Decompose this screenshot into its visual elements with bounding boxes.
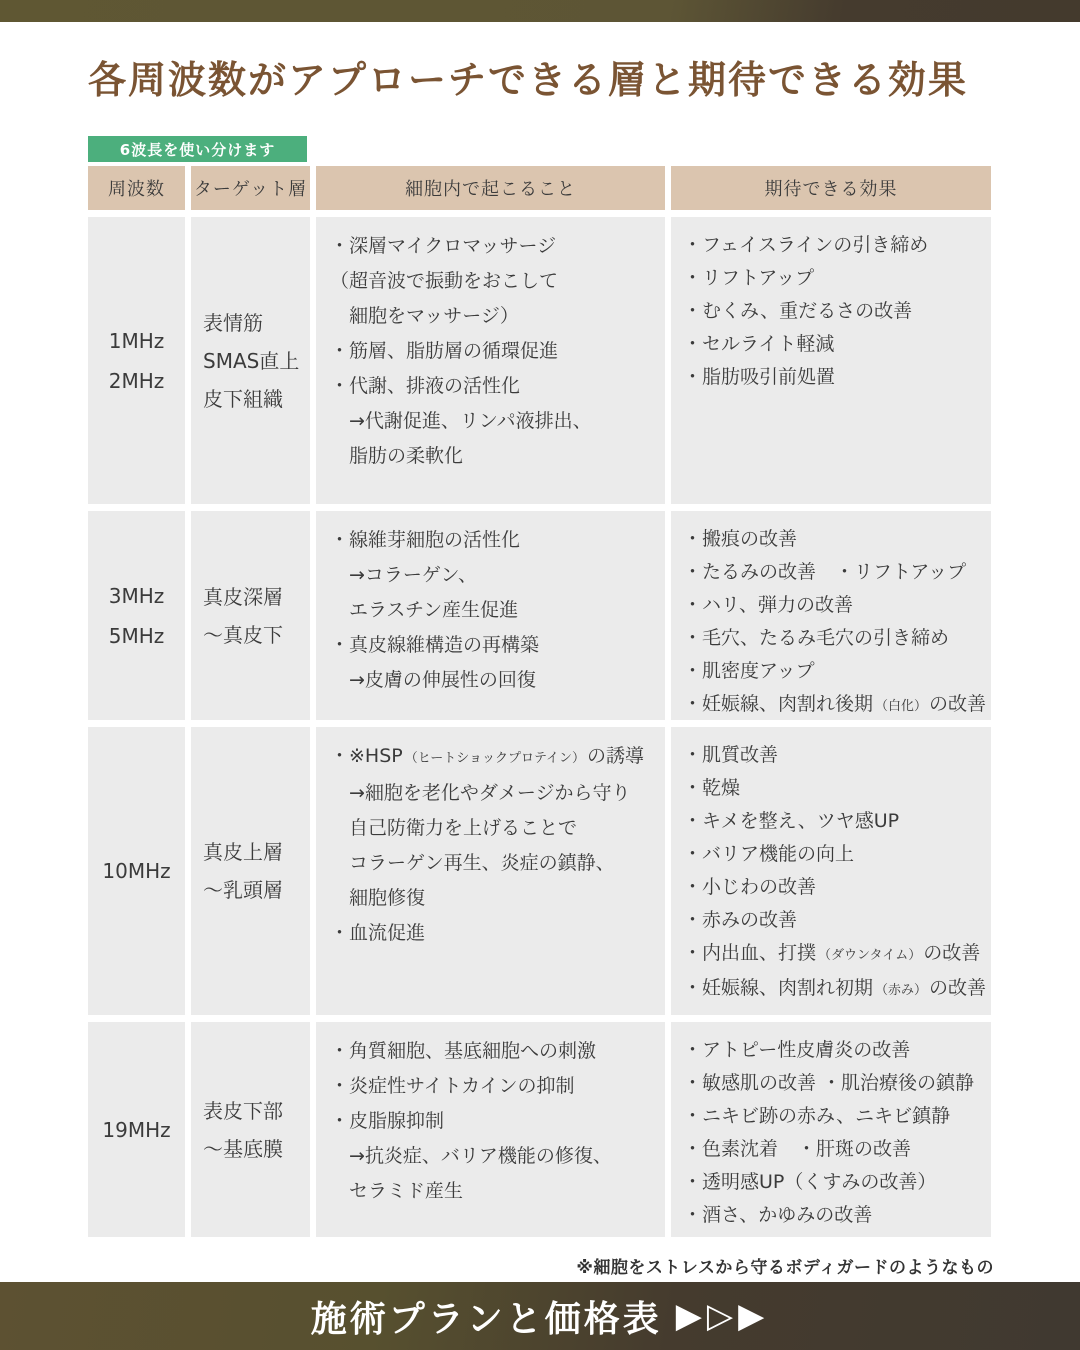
text-line: コラーゲン再生、炎症の鎮静、 (330, 852, 615, 874)
text-line: 〜乳頭層 (203, 878, 283, 902)
text-line: 3MHz (108, 583, 165, 608)
text-line: 表皮下部 (203, 1098, 283, 1123)
text-line: →細胞を老化やダメージから守り (330, 782, 631, 804)
text-line: ・内出血、打撲 （ダウンタイム） の改善 (683, 942, 981, 964)
arrow-icons: ▶▷▶ (675, 1296, 770, 1336)
text-line: ・むくみ、重だるさの改善 (683, 300, 913, 322)
text-line: 19MHz (102, 1117, 171, 1142)
text-line: ・※HSP （ヒートショックプロテイン） の誘導 (330, 745, 645, 767)
cell-target-layer (191, 727, 310, 1015)
text-line: ・血流促進 (330, 922, 426, 944)
text-line: ・脂肪吸引前処置 (683, 366, 836, 388)
text-line: ・深層マイクロマッサージ (330, 235, 557, 257)
text-line: ・肌密度アップ (683, 660, 815, 682)
cell-frequency (88, 511, 185, 720)
cell-expected-effects (671, 1022, 991, 1237)
text-line: ・ニキビ跡の赤み、ニキビ鎮静 (683, 1105, 951, 1127)
column-header-expected-effects: 期待できる効果 (671, 166, 991, 210)
text-line: ・線維芽細胞の活性化 (330, 529, 521, 551)
text-line: ・セルライト軽減 (683, 333, 835, 355)
cell-target-layer (191, 511, 310, 720)
text-line: 真皮上層 (203, 840, 283, 864)
text-line: SMAS直上 (203, 348, 300, 373)
text-line: ・ハリ、弾力の改善 (683, 594, 854, 616)
text-line: 脂肪の柔軟化 (330, 445, 464, 467)
text-line: ・酒さ、かゆみの改善 (683, 1204, 873, 1226)
text-line: 〜真皮下 (203, 622, 283, 647)
text-line: 表情筋 (203, 310, 263, 335)
text-line: ・搬痕の改善 (683, 528, 798, 550)
cell-frequency (88, 727, 185, 1015)
cell-frequency (88, 1022, 185, 1237)
text-line: 細胞をマッサージ） (330, 305, 519, 327)
text-line: ・真皮線維構造の再構築 (330, 634, 540, 656)
text-line: 5MHz (108, 623, 165, 648)
text-line: ・筋層、脂肪層の循環促進 (330, 340, 559, 362)
text-line: →代謝促進、リンパ液排出、 (330, 410, 592, 432)
frequency-table (88, 166, 991, 1237)
text-line: ・敏感肌の改善 ・肌治療後の鎮静 (683, 1072, 975, 1094)
cell-expected-effects (671, 217, 991, 504)
footer-banner[interactable] (0, 1282, 1080, 1350)
cell-cell-process (316, 217, 665, 504)
text-line: ・小じわの改善 (683, 876, 817, 898)
cell-cell-process (316, 511, 665, 720)
text-line: ・肌質改善 (683, 744, 779, 766)
cell-expected-effects (671, 727, 991, 1015)
text-line: ・フェイスラインの引き締め (683, 234, 929, 256)
text-line: ・毛穴、たるみ毛穴の引き締め (683, 627, 950, 649)
hsp-footnote: ※細胞をストレスから守るボディガードのようなもの (576, 1258, 994, 1278)
text-line: 1MHz (108, 328, 165, 353)
text-line: 自己防衛力を上げることで (330, 817, 578, 839)
text-line: （超音波で振動をおこして (330, 270, 559, 292)
cell-cell-process (316, 727, 665, 1015)
column-header-frequency: 周波数 (88, 166, 185, 210)
text-line: 10MHz (102, 859, 171, 883)
text-line: →皮膚の伸展性の回復 (330, 669, 536, 691)
cell-frequency (88, 217, 185, 504)
text-line: ・赤みの改善 (683, 909, 798, 931)
text-line: ・透明感UP（くすみの改善） (683, 1171, 937, 1193)
text-line: 皮下組織 (203, 386, 283, 411)
cell-target-layer (191, 1022, 310, 1237)
text-line: ・炎症性サイトカインの抑制 (330, 1075, 575, 1097)
column-header-cell-process: 細胞内で起こること (316, 166, 665, 210)
footer-banner-label: 施術プランと価格表 (310, 1298, 662, 1340)
text-line: 真皮深層 (203, 584, 283, 609)
column-header-target-layer: ターゲット層 (191, 166, 310, 210)
wavelength-badge: 6波長を使い分けます (88, 136, 307, 162)
page-title: 各周波数がアプローチできる層と期待できる効果 (88, 58, 969, 102)
text-line: 細胞修復 (330, 887, 426, 909)
text-line: ・代謝、排液の活性化 (330, 375, 521, 397)
text-line: ・皮脂腺抑制 (330, 1110, 445, 1132)
text-line: ・妊娠線、肉割れ初期 （赤み） の改善 (683, 977, 987, 999)
cell-cell-process (316, 1022, 665, 1237)
text-line: ・色素沈着 ・肝斑の改善 (683, 1138, 912, 1160)
top-bar (0, 0, 1080, 22)
text-line: →抗炎症、バリア機能の修復、 (330, 1145, 612, 1167)
text-line: ・キメを整え、ツヤ感UP (683, 810, 900, 832)
text-line: 2MHz (108, 368, 165, 393)
text-line: →コラーゲン、 (330, 564, 478, 586)
text-line: エラスチン産生促進 (330, 599, 519, 621)
text-line: ・アトピー性皮膚炎の改善 (683, 1039, 911, 1061)
text-line: ・バリア機能の向上 (683, 843, 855, 865)
text-line: セラミド産生 (330, 1180, 464, 1202)
text-line: ・角質細胞、基底細胞への刺激 (330, 1040, 597, 1062)
cell-target-layer (191, 217, 310, 504)
cell-expected-effects (671, 511, 991, 720)
text-line: ・乾燥 (683, 777, 741, 799)
text-line: ・たるみの改善 ・リフトアップ (683, 561, 967, 583)
text-line: ・妊娠線、肉割れ後期 （白化） の改善 (683, 693, 987, 715)
text-line: 〜基底膜 (203, 1136, 283, 1161)
text-line: ・リフトアップ (683, 267, 815, 289)
